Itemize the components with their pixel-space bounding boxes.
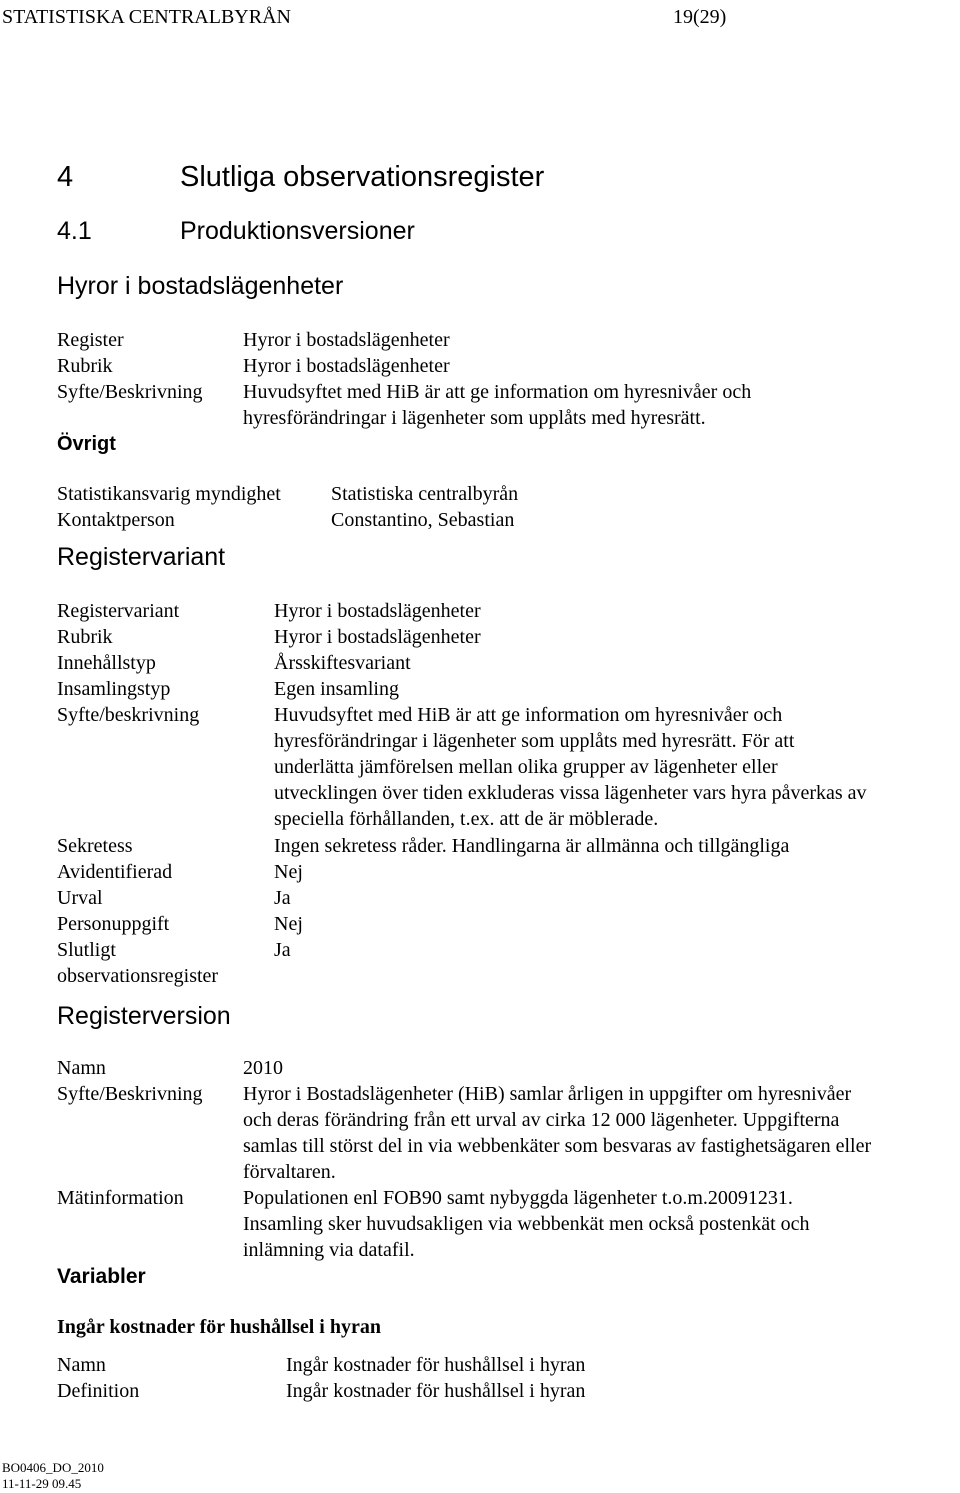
rv-syfte-line: Huvudsyftet med HiB är att ge information om hyresnivåer och <box>274 704 783 726</box>
rv-syfte-line: underlätta jämförelsen mellan olika grupper av lägenheter eller <box>274 756 778 778</box>
rv-rubrik-label: Rubrik <box>57 626 113 648</box>
authority-label: Statistikansvarig myndighet <box>57 483 281 505</box>
rv-slutligt-label-line2: observationsregister <box>57 965 219 987</box>
rver-syfte-line: förvaltaren. <box>243 1161 336 1183</box>
rv-innehallstyp-value: Årsskiftesvariant <box>274 652 411 674</box>
rv-urval-value: Ja <box>274 887 291 909</box>
registervariant-heading: Registervariant <box>57 543 226 571</box>
rv-slutligt-value: Ja <box>274 939 291 961</box>
header-page-number: 19(29) <box>673 6 727 28</box>
rv-personuppgift-label: Personuppgift <box>57 913 170 935</box>
register-rubrik-label: Rubrik <box>57 355 113 377</box>
var-namn-label: Namn <box>57 1354 106 1376</box>
rv-urval-label: Urval <box>57 887 103 909</box>
section-number: 4.1 <box>57 217 92 245</box>
chapter-number: 4 <box>57 161 74 193</box>
var-definition-label: Definition <box>57 1380 140 1402</box>
registerversion-heading: Registerversion <box>57 1002 231 1030</box>
rv-rubrik-value: Hyror i bostadslägenheter <box>274 626 481 648</box>
rv-insamlingstyp-label: Insamlingstyp <box>57 678 171 700</box>
rv-slutligt-label: Slutligt <box>57 939 116 961</box>
register-value: Hyror i bostadslägenheter <box>243 329 450 351</box>
register-heading: Hyror i bostadslägenheter <box>57 272 344 300</box>
rv-syfte-line: speciella förhållanden, t.ex. att de är möblerade. <box>274 808 659 830</box>
rver-mat-line: Insamling sker huvudsakligen via webbenkät men också postenkät och <box>243 1213 810 1235</box>
register-syfte-value: Huvudsyftet med HiB är att ge information om hyresnivåer och <box>243 381 752 403</box>
register-syfte-value-line2: hyresförändringar i lägenheter som upplåts med hyresrätt. <box>243 407 706 429</box>
var-definition-value: Ingår kostnader för hushållsel i hyran <box>286 1380 586 1402</box>
chapter-title: Slutliga observationsregister <box>180 161 545 193</box>
var-namn-value: Ingår kostnader för hushållsel i hyran <box>286 1354 586 1376</box>
rver-syfte-line: samlas till störst del in via webbenkäter som besvaras av fastighetsägaren eller <box>243 1135 872 1157</box>
register-rubrik-value: Hyror i bostadslägenheter <box>243 355 450 377</box>
footer-date: 11-11-29 09.45 <box>2 1476 82 1491</box>
rv-registervariant-label: Registervariant <box>57 600 180 622</box>
rv-syfte-line: hyresförändringar i lägenheter som upplåts med hyresrätt. För att <box>274 730 795 752</box>
rv-registervariant-value: Hyror i bostadslägenheter <box>274 600 481 622</box>
chapter-heading <box>57 160 73 194</box>
rv-syfte-label: Syfte/beskrivning <box>57 704 200 726</box>
rv-avidentifierad-label: Avidentifierad <box>57 861 173 883</box>
rv-avidentifierad-value: Nej <box>274 861 303 883</box>
contact-label: Kontaktperson <box>57 509 175 531</box>
variable-title: Ingår kostnader för hushållsel i hyran <box>57 1316 381 1338</box>
rv-personuppgift-value: Nej <box>274 913 303 935</box>
rver-syfte-line: och deras förändring från ett urval av cirka 12 000 lägenheter. Uppgifterna <box>243 1109 840 1131</box>
register-syfte-label: Syfte/Beskrivning <box>57 381 203 403</box>
rver-namn-label: Namn <box>57 1057 106 1079</box>
rver-mat-line: inlämning via datafil. <box>243 1239 415 1261</box>
variabler-heading: Variabler <box>57 1265 146 1288</box>
rver-syfte-label: Syfte/Beskrivning <box>57 1083 203 1105</box>
contact-value: Constantino, Sebastian <box>331 509 515 531</box>
rver-mat-line: Populationen enl FOB90 samt nybyggda lägenheter t.o.m.20091231. <box>243 1187 793 1209</box>
footer-code: BO0406_DO_2010 <box>2 1460 104 1475</box>
rver-mat-label: Mätinformation <box>57 1187 184 1209</box>
register-label: Register <box>57 329 124 351</box>
header-org: STATISTISKA CENTRALBYRÅN <box>2 6 291 28</box>
rver-syfte-line: Hyror i Bostadslägenheter (HiB) samlar årligen in uppgifter om hyresnivåer <box>243 1083 852 1105</box>
rv-sekretess-label: Sekretess <box>57 835 133 857</box>
ovrigt-heading: Övrigt <box>57 433 116 455</box>
rv-insamlingstyp-value: Egen insamling <box>274 678 399 700</box>
rver-namn-value: 2010 <box>243 1057 283 1079</box>
rv-innehallstyp-label: Innehållstyp <box>57 652 156 674</box>
authority-value: Statistiska centralbyrån <box>331 483 519 505</box>
rv-syfte-line: utvecklingen över tiden exkluderas vissa lägenheter vars hyra påverkas av <box>274 782 867 804</box>
section-title: Produktionsversioner <box>180 217 415 245</box>
rv-sekretess-value: Ingen sekretess råder. Handlingarna är allmänna och tillgängliga <box>274 835 790 857</box>
